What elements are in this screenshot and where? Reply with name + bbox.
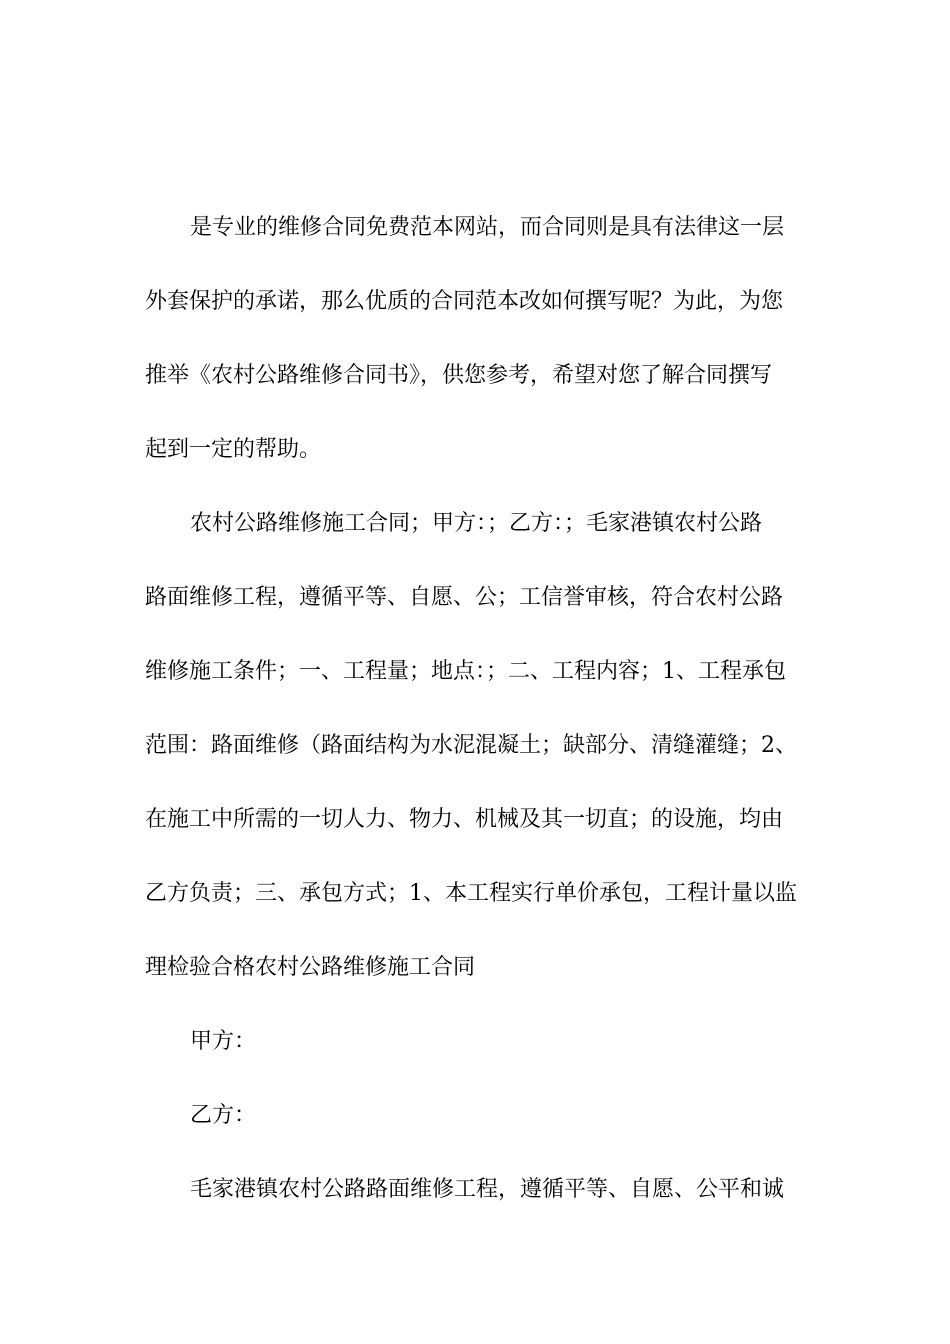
paragraph-2-line-5: 在施工中所需的一切人力、物力、机械及其一切直；的设施，均由	[145, 807, 784, 832]
party-a-line: 甲方：	[190, 1029, 257, 1054]
paragraph-2-line-7: 理检验合格农村公路维修施工合同	[145, 955, 476, 980]
paragraph-1-line-4: 起到一定的帮助。	[145, 437, 322, 462]
paragraph-2-line-3: 维修施工条件；一、工程量；地点：；二、工程内容；1、工程承包	[145, 659, 786, 684]
party-b-line: 乙方：	[190, 1103, 257, 1128]
paragraph-2-line-1: 农村公路维修施工合同；甲方：；乙方：；毛家港镇农村公路	[190, 511, 763, 536]
paragraph-1-line-1: 是专业的维修合同免费范本网站，而合同则是具有法律这一层	[190, 215, 785, 240]
paragraph-1-line-3: 推举《农村公路维修合同书》，供您参考，希望对您了解合同撰写	[145, 363, 773, 388]
paragraph-1-line-2: 外套保护的承诺，那么优质的合同范本改如何撰写呢？为此，为您	[145, 289, 784, 314]
paragraph-2-line-2: 路面维修工程，遵循平等、自愿、公；工信誉审核，符合农村公路	[145, 585, 784, 610]
paragraph-2-line-6: 乙方负责；三、承包方式；1、本工程实行单价承包，工程计量以监	[145, 881, 797, 906]
paragraph-3-line-1: 毛家港镇农村公路路面维修工程，遵循平等、自愿、公平和诚	[190, 1177, 785, 1202]
paragraph-2-line-4: 范围：路面维修（路面结构为水泥混凝土；缺部分、清缝灌缝；2、	[145, 733, 797, 758]
